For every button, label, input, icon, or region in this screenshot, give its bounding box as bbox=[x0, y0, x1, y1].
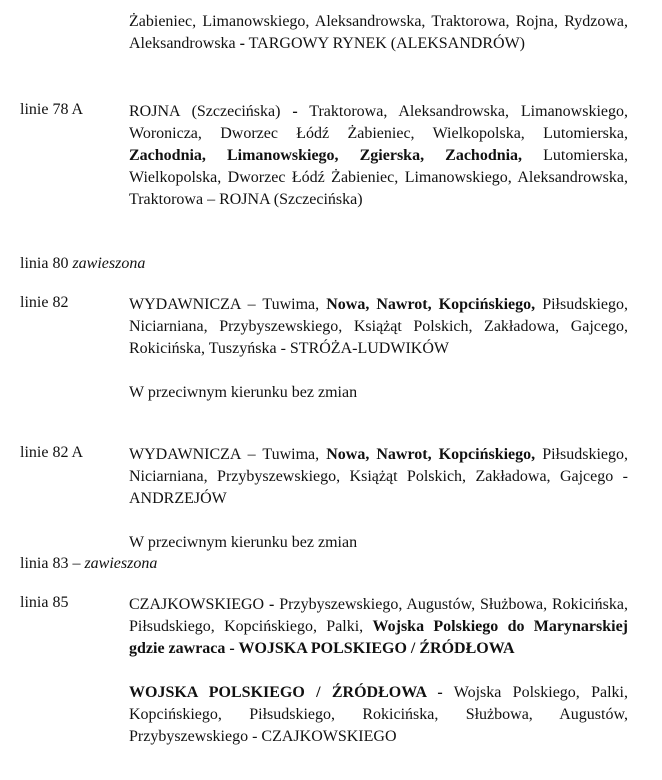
route-label: linia 85 bbox=[20, 594, 69, 611]
route-label: linie 82 bbox=[20, 294, 69, 311]
bold-text: Wojska Polskiego do Marynarskiej gdzie zawraca - WOJSKA POLSKIEGO / ŹRÓDŁOWA bbox=[129, 618, 628, 657]
route-entry-78a bbox=[20, 101, 628, 211]
route-paragraph bbox=[129, 444, 628, 510]
route-entry-82a bbox=[20, 444, 628, 554]
text-run: TARGOWY RYNEK (ALEKSANDRÓW) bbox=[244, 35, 525, 52]
route-entry-82 bbox=[20, 294, 628, 404]
route-status: zawieszona bbox=[84, 555, 158, 572]
route-label: linie 78 A bbox=[20, 101, 84, 118]
route-status: zawieszona bbox=[72, 255, 146, 272]
text-run: W przeciwnym kierunku bez zmian bbox=[129, 534, 358, 551]
bold-text: WOJSKA POLSKIEGO / ŹRÓDŁOWA - bbox=[129, 684, 443, 701]
route-entry-85 bbox=[20, 594, 628, 748]
route-paragraph bbox=[129, 294, 628, 360]
text-run: Traktorowa, Aleksandrowska, Limanowskiego, Woronicza, Dworzec Łódź Żabieniec, Wielkopolska, Lutomierska, bbox=[129, 103, 628, 142]
text-run: Wojska Polskiego, Palki, Kopcińskiego, Piłsudskiego, Rokicińska, Służbowa, Augustów, Przybyszewskiego - CZAJKOWSKIEGO bbox=[129, 684, 628, 745]
route-paragraph bbox=[129, 532, 628, 554]
text-run: W przeciwnym kierunku bez zmian bbox=[129, 384, 358, 401]
text-run: Lutomierska, Wielkopolska, Dworzec Łódź Żabieniec, Limanowskiego, Aleksandrowska, Traktorowa – ROJNA (Szczecińska) bbox=[129, 147, 628, 208]
bold-text: Nowa, Nawrot, Kopcińskiego, bbox=[326, 446, 536, 463]
route-description bbox=[129, 294, 628, 404]
bold-text: Zachodnia, Limanowskiego, Zgierska, Zachodnia, bbox=[129, 147, 523, 164]
text-run: WYDAWNICZA – Tuwima, bbox=[129, 446, 327, 463]
bold-text: - bbox=[269, 596, 275, 613]
route-paragraph bbox=[129, 101, 628, 211]
route-description bbox=[129, 444, 628, 554]
bold-text: - bbox=[292, 103, 298, 120]
route-label: linia 83 – bbox=[20, 555, 85, 572]
route-label: linie 82 A bbox=[20, 444, 84, 461]
route-paragraph bbox=[129, 594, 628, 660]
text-run: CZAJKOWSKIEGO bbox=[129, 596, 270, 613]
text-run: Piłsudskiego, Niciarniana, Przybyszewskiego, Książąt Polskich, Zakładowa, Gajcego, Rokicińska, Tuszyńska - STRÓŻA-LUDWIKÓW bbox=[129, 296, 628, 357]
route-entry-continued bbox=[20, 11, 628, 55]
route-description bbox=[129, 594, 628, 748]
bold-text: - bbox=[239, 35, 245, 52]
route-description bbox=[129, 101, 628, 211]
text-run: Żabieniec, Limanowskiego, Aleksandrowska, Traktorowa, Rojna, Rydzowa, Aleksandrowska bbox=[129, 13, 628, 52]
route-paragraph bbox=[129, 11, 628, 55]
route-paragraph bbox=[129, 682, 628, 748]
route-paragraph bbox=[129, 382, 628, 404]
route-note-83 bbox=[20, 553, 157, 575]
route-note-80 bbox=[20, 253, 145, 275]
text-run: Piłsudskiego, Niciarniana, Przybyszewskiego, Książąt Polskich, Zakładowa, Gajcego - ANDRZEJÓW bbox=[129, 446, 628, 507]
text-run: ROJNA (Szczecińska) bbox=[129, 103, 293, 120]
bold-text: Nowa, Nawrot, Kopcińskiego, bbox=[326, 296, 536, 313]
text-run: WYDAWNICZA – Tuwima, bbox=[129, 296, 327, 313]
text-run: Przybyszewskiego, Augustów, Służbowa, Rokicińska, Piłsudskiego, Kopcińskiego, Palki, bbox=[129, 596, 628, 635]
route-description bbox=[129, 11, 628, 55]
route-label: linia 80 bbox=[20, 255, 73, 272]
